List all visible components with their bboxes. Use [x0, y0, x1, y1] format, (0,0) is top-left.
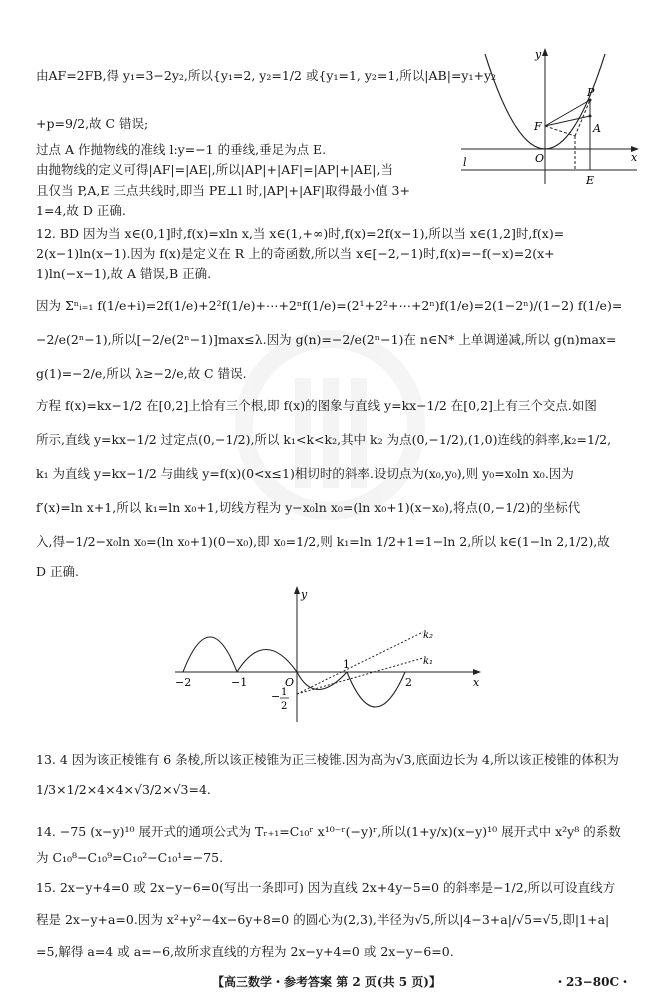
fig2-k2-label: k₂: [423, 630, 434, 641]
fig1-y-label: y: [535, 48, 542, 61]
fig1-e-label: E: [586, 174, 595, 187]
fig1-x-label: x: [631, 151, 638, 164]
text-line: 因为 Σⁿᵢ₌₁ f(1/e+i)=2f(1/e)+2²f(1/e)+⋯+2ⁿf(1/e)=(2¹+2²+⋯+2ⁿ)f(1/e)=2(1−2ⁿ)/(1−2) f(1/e)=: [36, 298, 623, 313]
text-line: k₁ 为直线 y=kx−1/2 与曲线 y=f(x)(0<x≤1)相切时的斜率.设切点为(x₀,y₀),则 y₀=x₀ln x₀.因为: [36, 466, 574, 481]
text-line: 1=4,故 D 正确.: [36, 203, 126, 218]
text-line: 且仅当 P,A,E 三点共线时,即当 PE⊥l 时,|AP|+|AF|取得最小值 3+: [36, 183, 410, 198]
text-line: g(1)=−2/e,所以 λ≥−2/e,故 C 错误.: [36, 366, 247, 381]
fig1-a-label: A: [593, 122, 601, 135]
fig2-tick-neg1: −1: [231, 676, 248, 689]
text-line: 15. 2x−y+4=0 或 2x−y−6=0(写出一条即可) 因为直线 2x+4y−5=0 的斜率是−1/2,所以可设直线方: [36, 880, 616, 895]
fig2-tick-neghalf-den: 2: [281, 701, 288, 712]
page-footer: [0, 976, 653, 998]
text-line: 2(x−1)ln(x−1).因为 f(x)是定义在 R 上的奇函数,所以当 x∈[−2,−1)时,f(x)=−f(−x)=2(x+: [36, 246, 555, 261]
fig1-f-label: F: [534, 120, 542, 133]
parabola-figure: [455, 44, 645, 194]
text-line: 入,得−1/2−x₀ln x₀=(ln x₀+1)(0−x₀),即 x₀=1/2,则 k₁=ln 1/2+1=1−ln 2,所以 k∈(1−ln 2,1/2),故: [36, 534, 610, 549]
text-line: 所示,直线 y=kx−1/2 过定点(0,−1/2),所以 k₁<k<k₂,其中 k₂ 为点(0,−1/2),(1,0)连线的斜率,k₂=1/2,: [36, 432, 612, 447]
fig2-k1-label: k₁: [423, 656, 434, 667]
text-line: =5,解得 a=4 或 a=−6,故所求直线的方程为 2x−y+4=0 或 2x−y−6=0.: [36, 944, 454, 959]
fig2-y-label: y: [301, 588, 308, 601]
fig2-tick-neghalf-sign: −: [271, 690, 281, 703]
text-line: +p=9/2,故 C 错误;: [36, 116, 149, 131]
fig1-l-label: l: [463, 156, 467, 169]
text-line: 14. −75 (x−y)¹⁰ 展开式的通项公式为 Tᵣ₊₁=C₁₀ʳ x¹⁰⁻ʳ(−y)ʳ,所以(1+y/x)(x−y)¹⁰ 展开式中 x²y⁸ 的系数: [36, 824, 621, 839]
fig2-tick-1: 1: [343, 658, 350, 671]
text-line: 由AF=2FB,得 y₁=3−2y₂,所以{y₁=2, y₂=1/2 或{y₁=1, y₂=1,所以|AB|=y₁+y₂: [36, 68, 497, 83]
text-line: −2/e(2ⁿ−1),所以[−2/e(2ⁿ−1)]max≤λ.因为 g(n)=−2/e(2ⁿ−1)在 n∈N* 上单调递减,所以 g(n)max=: [36, 332, 617, 347]
footer-code: ・23−80C・: [553, 975, 631, 989]
text-line: 1)ln(−x−1),故 A 错误,B 正确.: [36, 266, 212, 281]
text-line: 由抛物线的定义可得|AF|=|AE|,所以|AP|+|AF|=|AP|+|AE|,当: [36, 162, 393, 177]
text-line: f′(x)=ln x+1,所以 k₁=ln x₀+1,切线方程为 y−x₀ln x₀=(ln x₀+1)(x−x₀),将点(0,−1/2)的坐标代: [36, 500, 581, 515]
text-line: 12. BD 因为当 x∈(0,1]时,f(x)=xln x,当 x∈(1,+∞)时,f(x)=2f(x−1),所以当 x∈(1,2]时,f(x)=: [36, 226, 565, 241]
fig2-origin-label: O: [285, 676, 295, 689]
footer-title: 【高三数学・参考答案 第 2 页(共 5 页)】: [212, 975, 441, 989]
fig1-origin-label: O: [535, 152, 545, 165]
function-graph-figure: [165, 582, 495, 732]
fig2-tick-neghalf-num: 1: [281, 687, 288, 698]
text-line: 方程 f(x)=kx−1/2 在[0,2]上恰有三个根,即 f(x)的图象与直线 y=kx−1/2 在[0,2]上有三个交点.如图: [36, 398, 597, 413]
fig2-tick-neg2: −2: [175, 676, 192, 689]
fig2-x-label: x: [473, 676, 480, 689]
text-line: 为 C₁₀⁸−C₁₀⁹=C₁₀²−C₁₀¹=−75.: [36, 850, 224, 865]
text-line: 程是 2x−y+a=0.因为 x²+y²−4x−6y+8=0 的圆心为(2,3),半径为√5,所以|4−3+a|/√5=√5,即|1+a|: [36, 912, 610, 927]
text-line: 1/3×1/2×4×4×√3/2×√3=4.: [36, 782, 211, 797]
text-line: 过点 A 作抛物线的准线 l:y=−1 的垂线,垂足为点 E.: [36, 142, 327, 157]
fig1-p-label: P: [587, 86, 595, 99]
text-line: D 正确.: [36, 564, 79, 579]
watermark-logo: [235, 330, 425, 520]
text-line: 13. 4 因为该正棱锥有 6 条棱,所以该正棱锥为正三棱锥.因为高为√3,底面边长为 4,所以该正棱锥的体积为: [36, 752, 619, 767]
fig2-tick-2: 2: [405, 676, 412, 689]
